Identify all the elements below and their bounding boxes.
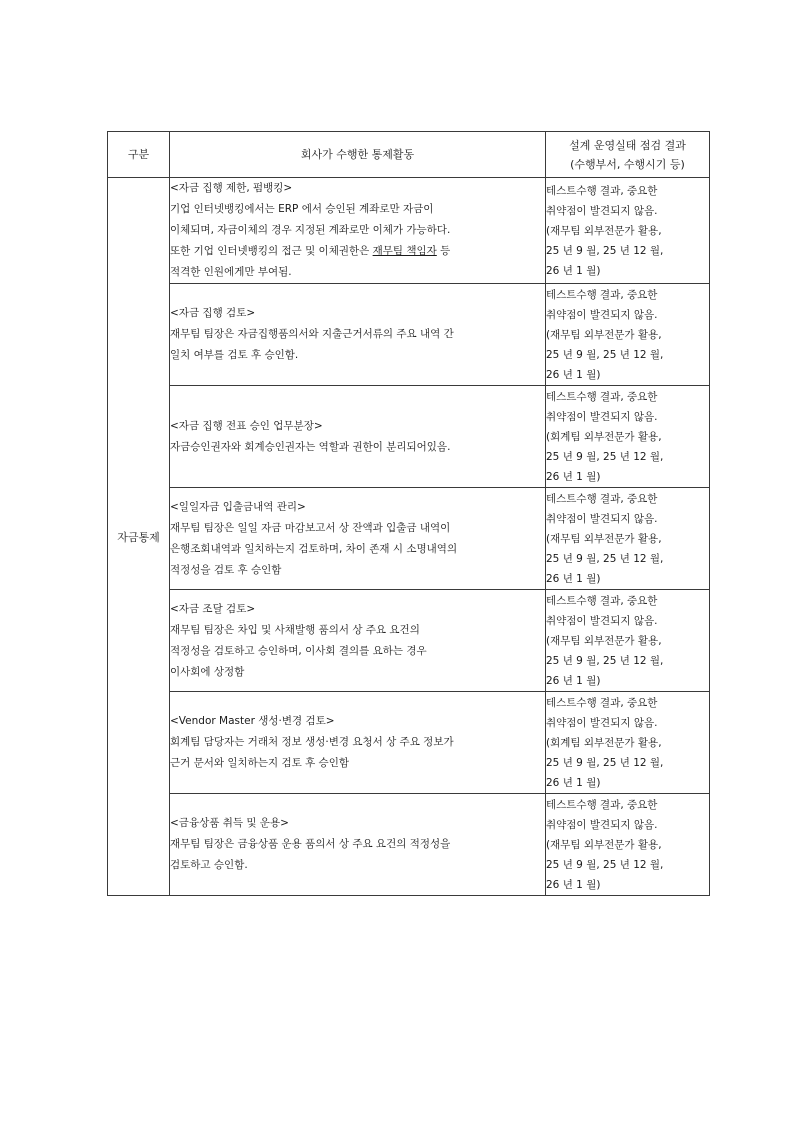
activity-line: 회계팀 담당자는 거래처 정보 생성·변경 요청서 상 주요 정보가 bbox=[170, 736, 454, 748]
activity-title: <자금 집행 전표 승인 업무분장> bbox=[170, 419, 323, 432]
header-category: 구분 bbox=[108, 132, 170, 178]
activity-line: 이사회에 상정함 bbox=[170, 665, 245, 678]
table-row bbox=[108, 178, 710, 284]
result-line: 26 년 1 월) bbox=[546, 368, 601, 381]
activity-line: 기업 인터넷뱅킹에서는 ERP 에서 승인된 계좌로만 자금이 bbox=[170, 203, 434, 215]
header-activity: 회사가 수행한 통제활동 bbox=[170, 132, 546, 178]
result-line: 테스트수행 결과, 중요한 bbox=[546, 184, 658, 197]
activity-cell bbox=[170, 386, 546, 488]
result-cell bbox=[546, 178, 710, 284]
table-row bbox=[108, 692, 710, 794]
header-result-line2: (수행부서, 수행시기 등) bbox=[570, 157, 685, 171]
category-cell: 자금통제 bbox=[108, 178, 170, 896]
activity-cell bbox=[170, 590, 546, 692]
result-line: (재무팀 외부전문가 활용, bbox=[546, 224, 662, 237]
activity-line: 재무팀 팀장은 일일 자금 마감보고서 상 잔액과 입출금 내역이 bbox=[170, 521, 451, 534]
result-line: 테스트수행 결과, 중요한 bbox=[546, 696, 658, 709]
activity-line: 적격한 인원에게만 부여됨. bbox=[170, 266, 292, 278]
activity-line: 재무팀 팀장은 금융상품 운용 품의서 상 주요 요건의 적정성을 bbox=[170, 838, 451, 850]
result-line: 26 년 1 월) bbox=[546, 264, 601, 277]
result-line: 테스트수행 결과, 중요한 bbox=[546, 288, 658, 301]
result-cell bbox=[546, 794, 710, 896]
activity-title: <자금 집행 검토> bbox=[170, 307, 256, 319]
result-line: 취약점이 발견되지 않음. bbox=[546, 512, 658, 525]
result-line: 26 년 1 월) bbox=[546, 878, 601, 891]
table-row bbox=[108, 488, 710, 590]
activity-cell bbox=[170, 488, 546, 590]
result-cell bbox=[546, 692, 710, 794]
activity-cell bbox=[170, 284, 546, 386]
table-row bbox=[108, 386, 710, 488]
header-result bbox=[546, 132, 710, 178]
result-line: 취약점이 발견되지 않음. bbox=[546, 410, 658, 423]
activity-title: <자금 집행 제한, 펌뱅킹> bbox=[170, 182, 293, 194]
result-line: 테스트수행 결과, 중요한 bbox=[546, 798, 658, 811]
activity-line: 자금승인권자와 회계승인권자는 역할과 권한이 분리되어있음. bbox=[170, 440, 451, 453]
result-line: 테스트수행 결과, 중요한 bbox=[546, 390, 658, 403]
result-line: (재무팀 외부전문가 활용, bbox=[546, 328, 662, 341]
activity-cell bbox=[170, 692, 546, 794]
result-line: 테스트수행 결과, 중요한 bbox=[546, 594, 658, 607]
result-line: (재무팀 외부전문가 활용, bbox=[546, 634, 662, 647]
result-cell bbox=[546, 590, 710, 692]
activity-line: 일치 여부를 검토 후 승인함. bbox=[170, 349, 299, 361]
activity-title: <Vendor Master 생성·변경 검토> bbox=[170, 715, 335, 727]
activity-line: 이체되며, 자금이체의 경우 지정된 계좌로만 이체가 가능하다. bbox=[170, 224, 451, 236]
activity-line: 근거 문서와 일치하는지 검토 후 승인함 bbox=[170, 757, 349, 769]
result-line: (회계팀 외부전문가 활용, bbox=[546, 736, 662, 749]
activity-title: <자금 조달 검토> bbox=[170, 602, 256, 615]
activity-line: 재무팀 팀장은 자금집행품의서와 지출근거서류의 주요 내역 간 bbox=[170, 328, 454, 340]
result-cell bbox=[546, 386, 710, 488]
result-line: 25 년 9 월, 25 년 12 월, bbox=[546, 756, 664, 769]
activity-title: <일일자금 입출금내역 관리> bbox=[170, 500, 306, 513]
result-line: 26 년 1 월) bbox=[546, 470, 601, 483]
result-line: 취약점이 발견되지 않음. bbox=[546, 204, 658, 217]
result-line: 25 년 9 월, 25 년 12 월, bbox=[546, 552, 664, 565]
activity-line: 은행조회내역과 일치하는지 검토하며, 차이 존재 시 소명내역의 bbox=[170, 542, 458, 555]
result-line: 테스트수행 결과, 중요한 bbox=[546, 492, 658, 505]
activity-line: 적정성을 검토 후 승인함 bbox=[170, 563, 282, 576]
activity-line-with-underline bbox=[170, 241, 545, 262]
activity-line: 검토하고 승인함. bbox=[170, 859, 248, 871]
result-line: 취약점이 발견되지 않음. bbox=[546, 308, 658, 321]
header-result-line1: 설계 운영실태 점검 결과 bbox=[569, 138, 686, 152]
activity-line: 적정성을 검토하고 승인하며, 이사회 결의를 요하는 경우 bbox=[170, 644, 427, 657]
result-line: 26 년 1 월) bbox=[546, 776, 601, 789]
result-line: 25 년 9 월, 25 년 12 월, bbox=[546, 348, 664, 361]
table-row bbox=[108, 284, 710, 386]
result-line: 취약점이 발견되지 않음. bbox=[546, 818, 658, 831]
activity-line: 재무팀 팀장은 차입 및 사채발행 품의서 상 주요 요건의 bbox=[170, 623, 420, 636]
result-line: 25 년 9 월, 25 년 12 월, bbox=[546, 654, 664, 667]
activity-cell bbox=[170, 794, 546, 896]
table-row bbox=[108, 590, 710, 692]
underlined-text: 재무팀 책임자 bbox=[372, 245, 437, 257]
result-line: 25 년 9 월, 25 년 12 월, bbox=[546, 858, 664, 871]
activity-title: <금융상품 취득 및 운용> bbox=[170, 817, 289, 829]
result-line: 25 년 9 월, 25 년 12 월, bbox=[546, 244, 664, 257]
result-line: 25 년 9 월, 25 년 12 월, bbox=[546, 450, 664, 463]
result-line: (회계팀 외부전문가 활용, bbox=[546, 430, 662, 443]
result-line: (재무팀 외부전문가 활용, bbox=[546, 532, 662, 545]
result-line: 취약점이 발견되지 않음. bbox=[546, 716, 658, 729]
result-line: (재무팀 외부전문가 활용, bbox=[546, 838, 662, 851]
result-line: 26 년 1 월) bbox=[546, 572, 601, 585]
control-activities-table bbox=[107, 131, 710, 896]
activity-line-text: 또한 기업 인터넷뱅킹의 접근 및 이체권한은 bbox=[170, 245, 373, 257]
activity-cell bbox=[170, 178, 546, 284]
result-cell bbox=[546, 284, 710, 386]
table-row bbox=[108, 794, 710, 896]
activity-line-tail: 등 bbox=[436, 245, 451, 257]
result-line: 26 년 1 월) bbox=[546, 674, 601, 687]
table-header-row bbox=[108, 132, 710, 178]
result-cell bbox=[546, 488, 710, 590]
result-line: 취약점이 발견되지 않음. bbox=[546, 614, 658, 627]
